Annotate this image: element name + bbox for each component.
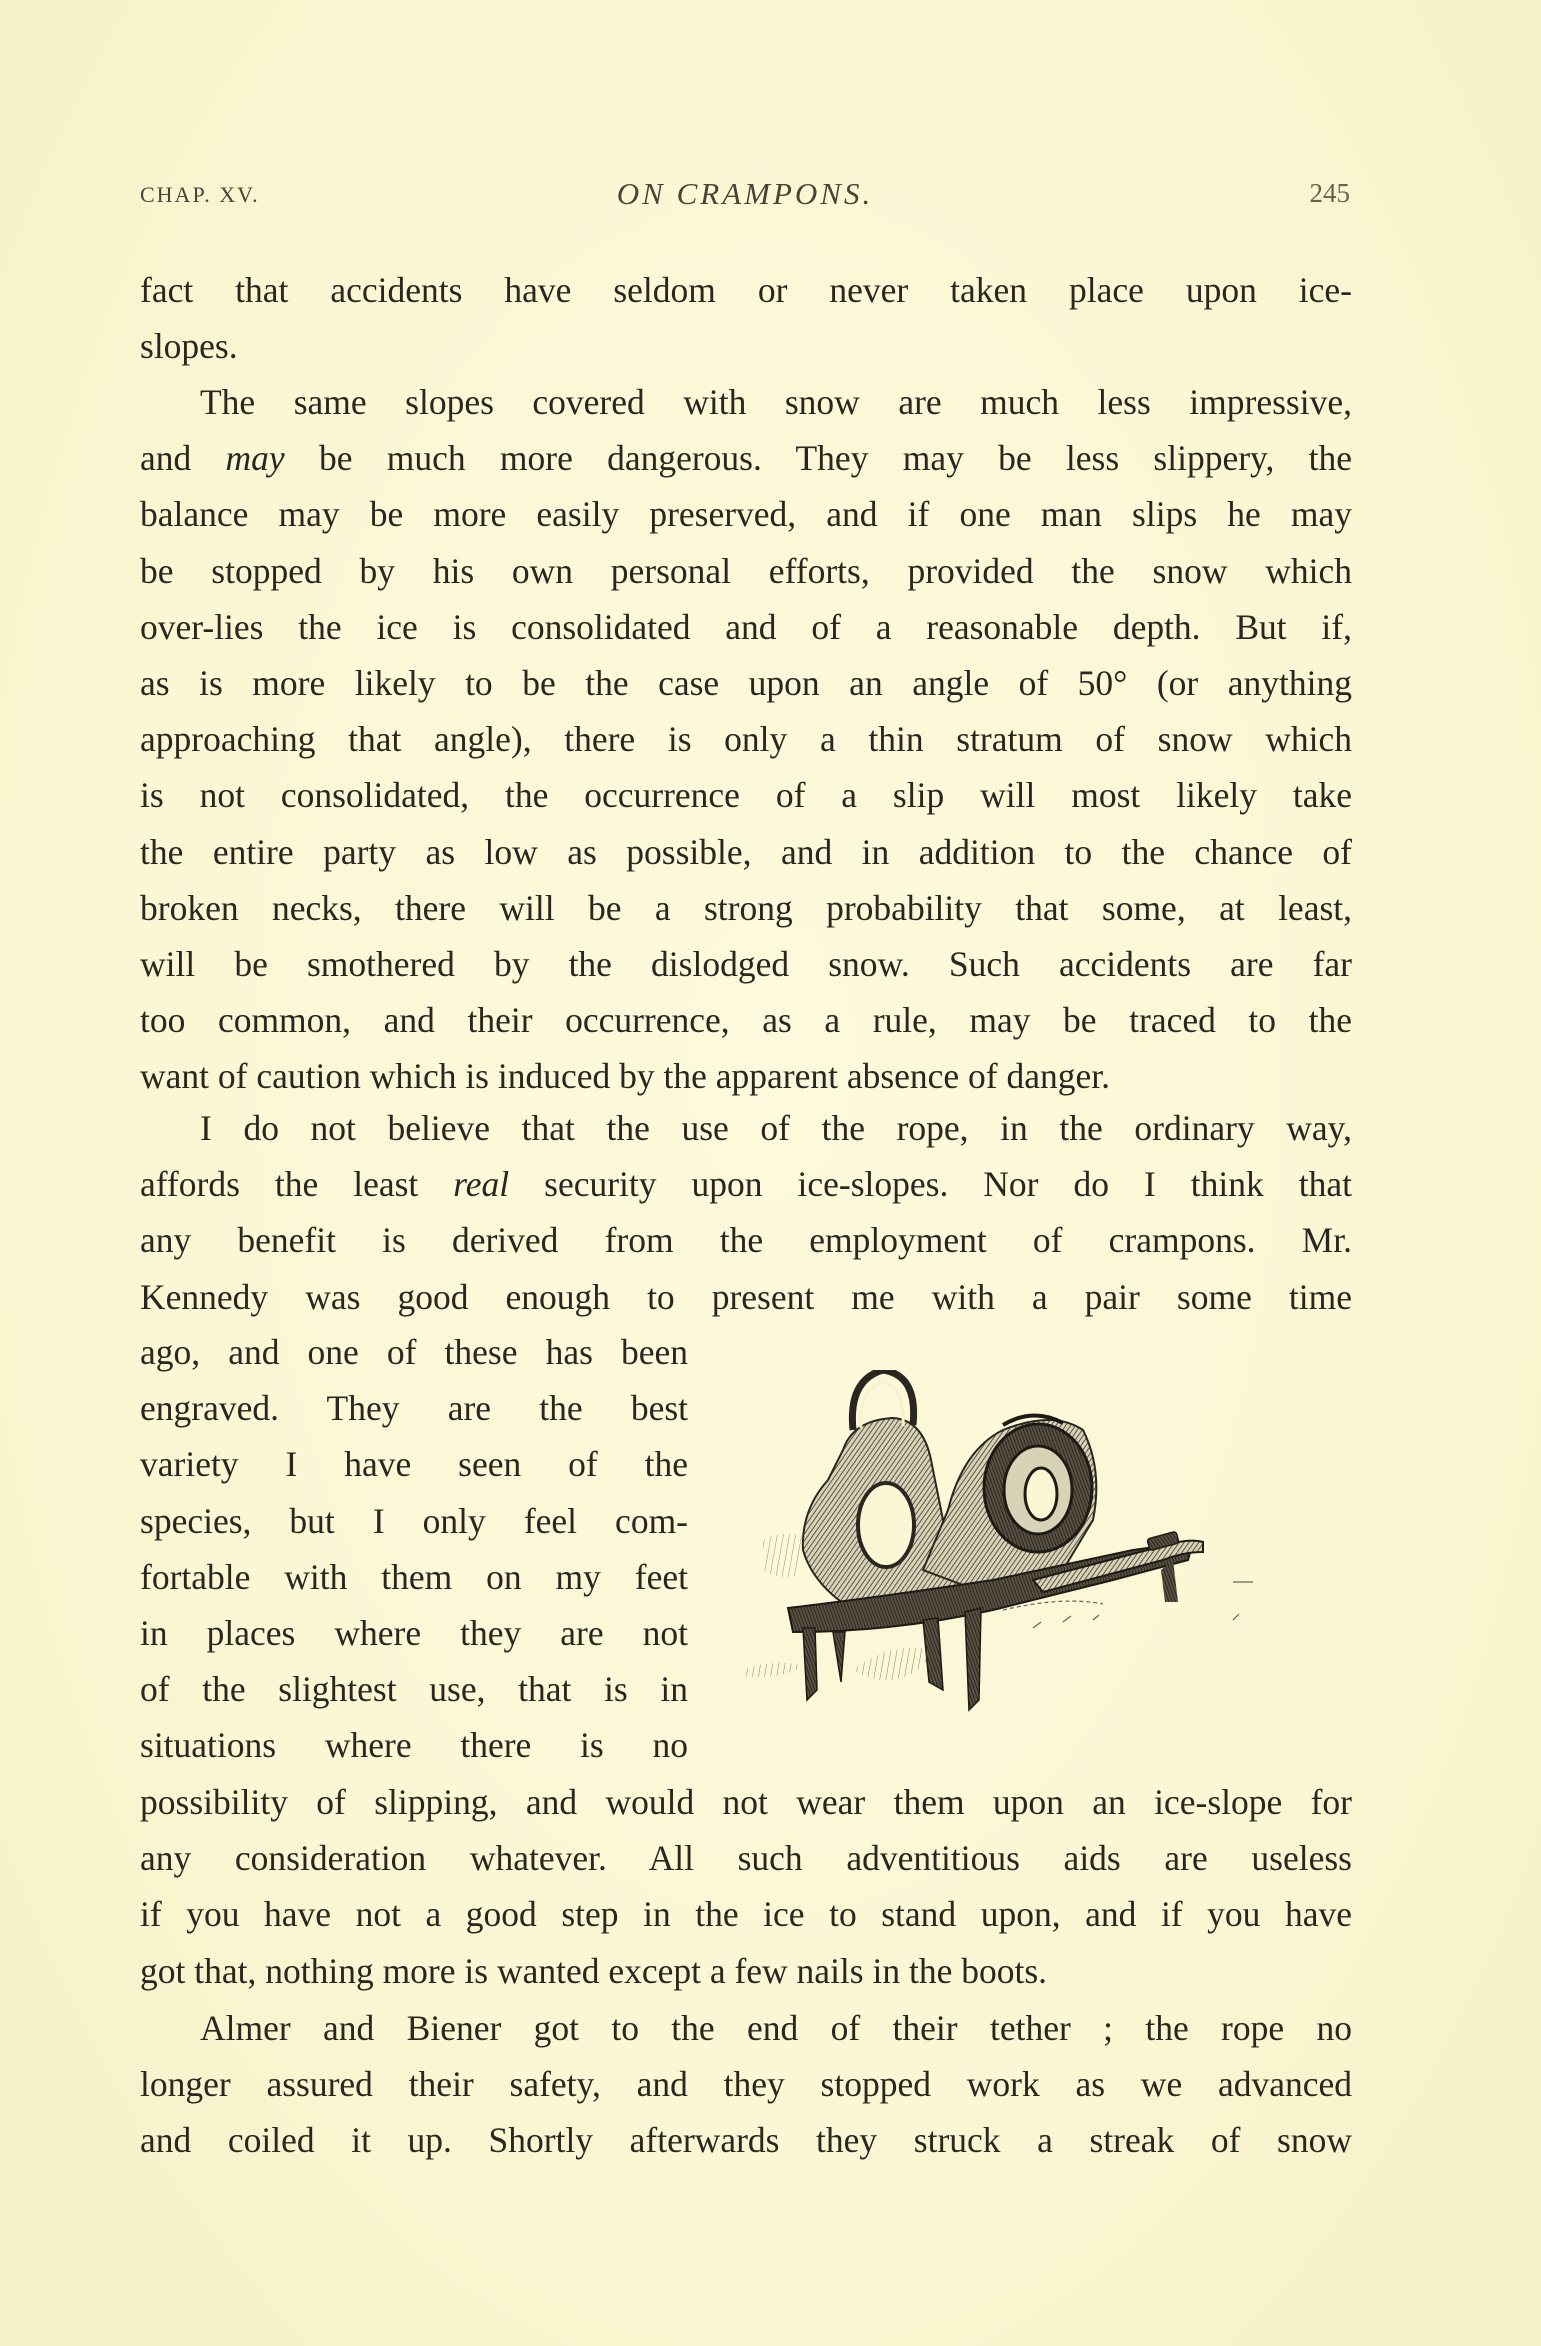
text-line: variety I have seen of the [140, 1444, 688, 1485]
emphasis-may: may [225, 438, 285, 479]
text-line: longer assured their safety, and they stopped work as we advanced [140, 2064, 1352, 2105]
emphasis-real: real [453, 1164, 510, 1205]
text-line: slopes. [140, 326, 238, 367]
text-line: be stopped by his own personal efforts, provided the snow which [140, 550, 1352, 591]
text-line: too common, and their occurrence, as a rule, may be traced to the [140, 1000, 1352, 1041]
text-beside-figure [140, 1324, 688, 1774]
text-line: will be smothered by the dislodged snow. Such accidents are far [140, 943, 1352, 984]
running-title: ON CRAMPONS. [616, 176, 874, 211]
text-line: of the slightest use, that is in [140, 1669, 688, 1710]
text-line: the entire party as low as possible, and in addition to the chance of [140, 831, 1352, 872]
text-line: balance may be more easily preserved, and if one man slips he may [140, 494, 1352, 535]
text-line: approaching that angle), there is only a thin stratum of snow which [140, 719, 1352, 760]
text-line: ago, and one of these has been [140, 1332, 688, 1372]
text-line: fortable with them on my feet [140, 1556, 688, 1597]
text-line: engraved. They are the best [140, 1388, 688, 1429]
page-number: 245 [1309, 178, 1350, 208]
text-line: I do not believe that the use of the rope, in the ordinary way, [200, 1108, 1352, 1148]
text-line: broken necks, there will be a strong probability that some, at least, [140, 887, 1352, 928]
text-line: want of caution which is induced by the apparent absence of danger. [140, 1056, 1110, 1097]
text-line: any consideration whatever. All such adventitious aids are useless [140, 1838, 1352, 1879]
text-line: and may be much more dangerous. They may be less slippery, the [140, 438, 1352, 479]
text-line: any benefit is derived from the employment of crampons. Mr. [140, 1220, 1352, 1261]
text-line: possibility of slipping, and would not wear them upon an ice-slope for [140, 1782, 1352, 1822]
text-line: is not consolidated, the occurrence of a slip will most likely take [140, 775, 1352, 816]
text-line: if you have not a good step in the ice to stand upon, and if you have [140, 1894, 1352, 1935]
paragraph-continued [140, 262, 1352, 374]
paragraph-rope [140, 1100, 1352, 1325]
text-line: over-lies the ice is consolidated and of a reasonable depth. But if, [140, 606, 1352, 647]
paragraph-continued-2 [140, 1774, 1352, 1999]
crampon-engraving-icon [733, 1370, 1353, 1770]
text-line: in places where they are not [140, 1612, 688, 1653]
text-line: and coiled it up. Shortly afterwards they struck a streak of snow [140, 2120, 1352, 2161]
paragraph-snow-slopes [140, 374, 1352, 1104]
text-line: situations where there is no [140, 1725, 688, 1766]
text-line: Almer and Biener got to the end of their tether ; the rope no [200, 2008, 1352, 2048]
text-line: affords the least real security upon ice-slopes. Nor do I think that [140, 1164, 1352, 1205]
text-line: Kennedy was good enough to present me with a pair some time [140, 1276, 1352, 1317]
text-line: species, but I only feel com- [140, 1500, 688, 1541]
text-line: The same slopes covered with snow are much less impressive, [200, 382, 1352, 422]
chapter-label: CHAP. XV. [140, 182, 260, 207]
text-line: got that, nothing more is wanted except a few nails in the boots. [140, 1950, 1048, 1991]
text-line: as is more likely to be the case upon an angle of 50° (or anything [140, 662, 1352, 703]
paragraph-almer-biener [140, 2000, 1352, 2169]
running-header [140, 176, 1350, 216]
text-line: fact that accidents have seldom or never taken place upon ice- [140, 270, 1352, 310]
